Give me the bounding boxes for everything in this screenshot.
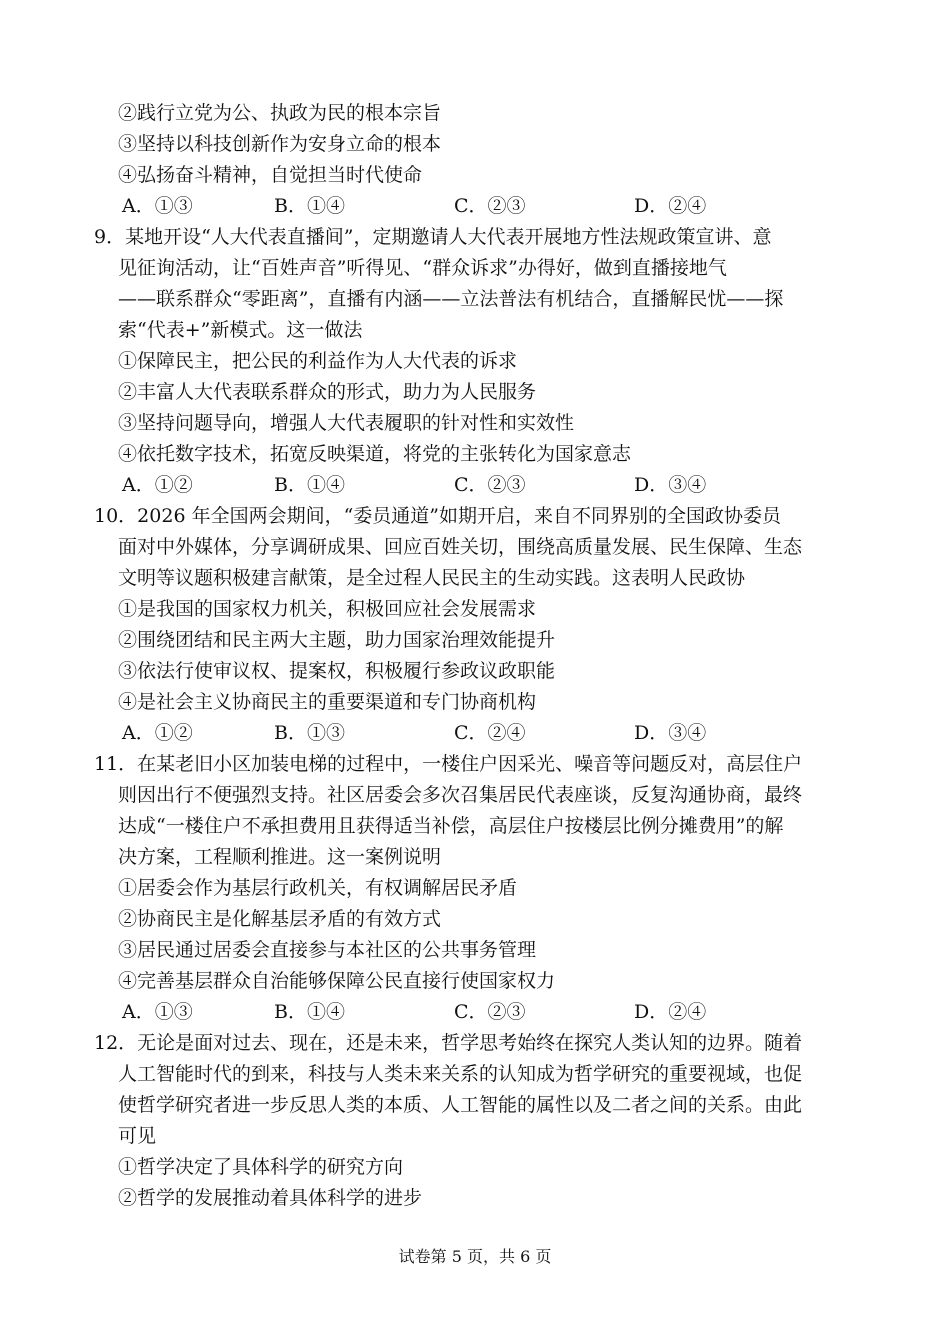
question-9-stem: ——联系群众“零距离”，直播有内涵——立法普法有机结合，直播解民忧——探 xyxy=(118,288,784,310)
option-d: D．②④ xyxy=(634,1001,707,1023)
option-d: D．③④ xyxy=(634,722,707,744)
option-b: B．①④ xyxy=(274,195,345,217)
question-10-stem: 面对中外媒体，分享调研成果、回应百姓关切，围绕高质量发展、民生保障、生态 xyxy=(118,536,803,558)
choice-item: ③坚持问题导向，增强人大代表履职的针对性和实效性 xyxy=(118,412,575,434)
question-12-stem: 12．无论是面对过去、现在，还是未来，哲学思考始终在探究人类认知的边界。随着 xyxy=(94,1032,803,1054)
question-12-stem: 人工智能时代的到来，科技与人类未来关系的认知成为哲学研究的重要视域，也促 xyxy=(118,1063,803,1085)
option-d: D．②④ xyxy=(634,195,707,217)
answer-options xyxy=(122,191,842,222)
question-11-stem: 11．在某老旧小区加装电梯的过程中，一楼住户因采光、噪音等问题反对，高层住户 xyxy=(94,753,803,775)
option-c: C．②④ xyxy=(454,722,526,744)
question-11-stem: 达成“一楼住户不承担费用且获得适当补偿，高层住户按楼层比例分摊费用”的解 xyxy=(118,815,784,837)
choice-item: ②围绕团结和民主两大主题，助力国家治理效能提升 xyxy=(118,629,556,651)
question-10-stem: 文明等议题积极建言献策，是全过程人民民主的生动实践。这表明人民政协 xyxy=(118,567,746,589)
option-a: A．①③ xyxy=(122,195,193,217)
choice-item: ①哲学决定了具体科学的研究方向 xyxy=(118,1156,404,1178)
choice-item: ④是社会主义协商民主的重要渠道和专门协商机构 xyxy=(118,691,537,713)
choice-item: ①保障民主，把公民的利益作为人大代表的诉求 xyxy=(118,350,518,372)
answer-options xyxy=(122,718,842,749)
question-10-stem: 10．2026 年全国两会期间，“委员通道”如期开启，来自不同界别的全国政协委员 xyxy=(94,505,781,527)
option-c: C．②③ xyxy=(454,195,526,217)
option-c: C．②③ xyxy=(454,474,526,496)
option-b: B．①③ xyxy=(274,722,345,744)
question-9-stem: 9．某地开设“人大代表直播间”，定期邀请人大代表开展地方性法规政策宣讲、意 xyxy=(94,226,772,248)
choice-item: ②丰富人大代表联系群众的形式，助力为人民服务 xyxy=(118,381,537,403)
question-12-stem: 使哲学研究者进一步反思人类的本质、人工智能的属性以及二者之间的关系。由此 xyxy=(118,1094,803,1116)
choice-item: ②协商民主是化解基层矛盾的有效方式 xyxy=(118,908,442,930)
answer-options xyxy=(122,470,842,501)
choice-item: ②哲学的发展推动着具体科学的进步 xyxy=(118,1187,423,1209)
option-d: D．③④ xyxy=(634,474,707,496)
choice-item: ④依托数字技术，拓宽反映渠道，将党的主张转化为国家意志 xyxy=(118,443,632,465)
option-a: A．①② xyxy=(122,722,193,744)
choice-item: ④完善基层群众自治能够保障公民直接行使国家权力 xyxy=(118,970,556,992)
choice-item: ③居民通过居委会直接参与本社区的公共事务管理 xyxy=(118,939,537,961)
option-b: B．①④ xyxy=(274,474,345,496)
option-a: A．①③ xyxy=(122,1001,193,1023)
choice-item: ①是我国的国家权力机关，积极回应社会发展需求 xyxy=(118,598,537,620)
question-9-stem: 见征询活动，让“百姓声音”听得见、“群众诉求”办得好，做到直播接地气 xyxy=(118,257,727,279)
page-footer: 试卷第 5 页，共 6 页 xyxy=(398,1247,552,1266)
choice-item: ③坚持以科技创新作为安身立命的根本 xyxy=(118,133,442,155)
option-c: C．②③ xyxy=(454,1001,526,1023)
choice-item: ④弘扬奋斗精神，自觉担当时代使命 xyxy=(118,164,423,186)
question-12-stem: 可见 xyxy=(118,1125,157,1147)
choice-item: ②践行立党为公、执政为民的根本宗旨 xyxy=(118,102,442,124)
question-11-stem: 决方案，工程顺利推进。这一案例说明 xyxy=(118,846,442,868)
choice-item: ③依法行使审议权、提案权，积极履行参政议政职能 xyxy=(118,660,556,682)
question-9-stem: 索“代表+”新模式。这一做法 xyxy=(118,319,363,341)
question-11-stem: 则因出行不便强烈支持。社区居委会多次召集居民代表座谈，反复沟通协商，最终 xyxy=(118,784,803,806)
choice-item: ①居委会作为基层行政机关，有权调解居民矛盾 xyxy=(118,877,518,899)
option-b: B．①④ xyxy=(274,1001,345,1023)
answer-options xyxy=(122,997,842,1028)
option-a: A．①② xyxy=(122,474,193,496)
